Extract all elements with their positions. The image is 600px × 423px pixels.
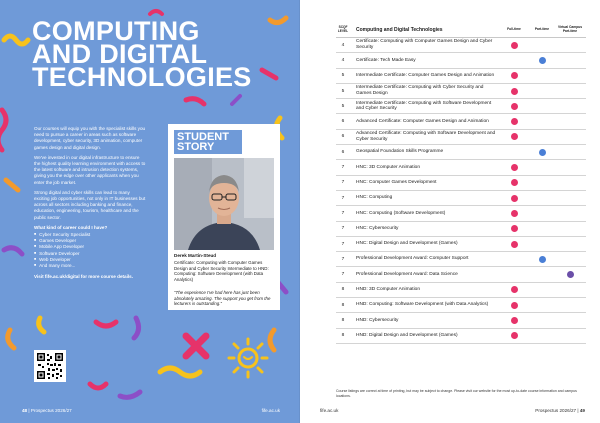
table-row — [336, 53, 586, 68]
full-time-dot — [511, 210, 518, 217]
career-item: ■ Games Developer — [34, 238, 146, 244]
row-scqf-level: 7 — [341, 180, 345, 186]
row-scqf-level: 7 — [341, 272, 345, 278]
row-scqf-level: 7 — [341, 256, 345, 262]
row-course-name: Certificate: Computing with Computer Games Design and Cyber Security — [356, 39, 493, 51]
row-part-cell — [528, 57, 556, 64]
table-row — [336, 252, 586, 267]
full-time-dot — [511, 179, 518, 186]
row-part-cell — [528, 149, 556, 156]
row-part-cell — [528, 256, 556, 263]
row-course-name: HNC: Computing — [356, 195, 393, 201]
full-time-dot — [511, 118, 518, 125]
row-full-cell — [500, 241, 528, 248]
row-full-cell — [500, 210, 528, 217]
full-time-dot — [511, 195, 518, 202]
table-row — [336, 313, 586, 328]
row-full-cell — [500, 332, 528, 339]
row-scqf-level: 6 — [341, 134, 345, 140]
full-time-dot — [511, 286, 518, 293]
table-header — [336, 22, 586, 38]
row-course-name: HND: Cybersecurity — [356, 317, 399, 323]
full-time-dot — [511, 225, 518, 232]
row-full-cell — [500, 302, 528, 309]
table-row — [336, 176, 586, 191]
full-time-dot — [511, 332, 518, 339]
part-time-dot — [539, 57, 546, 64]
full-time-dot — [511, 103, 518, 110]
row-full-cell — [500, 103, 528, 110]
row-course-name: HNC: Computer Games Development — [356, 179, 437, 185]
row-full-cell — [500, 42, 528, 49]
row-scqf-level: 8 — [341, 333, 345, 339]
header-course-name: Computing and Digital Technologies — [356, 26, 443, 33]
right-footer-site[interactable]: fife.ac.uk — [320, 408, 339, 413]
career-item: ■ And many more... — [34, 263, 146, 269]
page-title — [32, 16, 252, 92]
header-virtual-campus: Virtual Campus Part-time — [557, 24, 583, 33]
full-time-dot — [511, 133, 518, 140]
row-scqf-level: 4 — [341, 42, 345, 48]
intro-paragraph: Our courses will equip you with the specialist skills you need to pursue a career in areas such as software development, cyber security, 3D animation, computer games design and digital design. — [34, 126, 146, 150]
table-row — [336, 84, 586, 99]
row-full-cell — [500, 72, 528, 79]
row-course-name: HNC: Computing (Software Development) — [356, 210, 446, 216]
row-course-name: Advanced Certificate: Computing with Software Development and Cyber Security — [356, 131, 496, 142]
title-line-1: COMPUTING — [32, 16, 200, 46]
student-name: Derek Martin-Steud — [174, 253, 217, 258]
row-scqf-level: 8 — [341, 287, 345, 293]
row-course-name: HND: Computing: Software Development (with Data Analytics) — [356, 302, 489, 308]
career-item: ■ Software Developer — [34, 251, 146, 257]
student-story-card — [168, 124, 280, 310]
row-course-name: Certificate: Tech Made Easy — [356, 57, 416, 63]
row-full-cell — [500, 195, 528, 202]
story-title-line: STUDENT — [177, 131, 229, 143]
part-time-dot — [539, 149, 546, 156]
full-time-dot — [511, 164, 518, 171]
right-footer — [320, 408, 585, 413]
table-row — [336, 160, 586, 175]
table-row — [336, 114, 586, 129]
row-scqf-level: 5 — [341, 103, 345, 109]
row-course-name: Intermediate Certificate: Computer Games Design and Animation — [356, 72, 495, 78]
visit-link-text[interactable]: Visit fife.ac.uk/digital for more course details. — [34, 274, 133, 280]
row-course-name: HNC: 3D Computer Animation — [356, 164, 420, 170]
row-course-name: HNC: Digital Design and Development (Games) — [356, 241, 458, 247]
career-item: ■ Cyber Security Specialist — [34, 232, 146, 238]
table-row — [336, 237, 586, 252]
qr-code-icon — [36, 352, 64, 380]
qr-code[interactable] — [34, 350, 66, 382]
left-footer-page: 48 | Prospectus 2026/27 — [22, 408, 72, 413]
row-course-name: Geospatial Foundation Skills Programme — [356, 149, 444, 155]
table-row — [336, 191, 586, 206]
table-row — [336, 38, 586, 53]
row-course-name: Professional Development Award: Computer Support — [356, 256, 469, 262]
row-virtual-cell — [556, 271, 584, 278]
course-table — [336, 22, 586, 344]
header-scqf: SCQF LEVEL — [337, 24, 349, 33]
row-course-name: Professional Development Award: Data Science — [356, 271, 458, 277]
row-scqf-level: 6 — [341, 119, 345, 125]
row-scqf-level: 8 — [341, 317, 345, 323]
full-time-dot — [511, 72, 518, 79]
table-row — [336, 283, 586, 298]
row-course-name: Advanced Certificate: Computer Games Design and Animation — [356, 118, 489, 124]
left-footer-site[interactable]: fife.ac.uk — [261, 408, 280, 413]
part-time-dot — [539, 256, 546, 263]
title-line-3: TECHNOLOGIES — [32, 62, 252, 92]
full-time-dot — [511, 302, 518, 309]
row-scqf-level: 7 — [341, 226, 345, 232]
row-scqf-level: 4 — [341, 57, 345, 63]
row-course-name: HNC: Cybersecurity — [356, 225, 399, 231]
career-list — [34, 232, 146, 269]
right-footer-page: Prospectus 2026/27 | 49 — [535, 408, 585, 413]
table-row — [336, 329, 586, 344]
row-scqf-level: 8 — [341, 302, 345, 308]
student-portrait-icon — [174, 158, 274, 250]
virtual-campus-dot — [567, 271, 574, 278]
table-row — [336, 298, 586, 313]
row-scqf-level: 7 — [341, 165, 345, 171]
row-course-name: HND: 3D Computer Animation — [356, 287, 420, 292]
table-row — [336, 99, 586, 114]
story-title-line: STORY — [177, 141, 215, 153]
row-scqf-level: 7 — [341, 210, 345, 216]
row-full-cell — [500, 225, 528, 232]
row-scqf-level: 7 — [341, 195, 345, 201]
intro-paragraph: We've invested in our digital infrastructure to ensure the highest quality learning environment with access to the latest software and intrusion detection systems, giving you the edge over other applicants when you enter the job market. — [34, 154, 146, 185]
title-line-2: AND DIGITAL — [32, 39, 208, 69]
full-time-dot — [511, 241, 518, 248]
row-course-name: Intermediate Certificate: Computing with Software Development and Cyber Security — [356, 100, 492, 112]
table-body — [336, 38, 586, 344]
student-photo — [174, 158, 274, 250]
row-full-cell — [500, 133, 528, 140]
student-quote: "The experience I've had here has just been absolutely amazing. The support you get from the lecturers is outstanding." — [174, 290, 271, 307]
disclaimer-text: Course listings are correct at time of printing, but may be subject to change. Please visit our website for the most up-to-date course information and campus locations. — [336, 389, 577, 398]
full-time-dot — [511, 42, 518, 49]
career-item: ■ Web Developer — [34, 257, 146, 263]
row-full-cell — [500, 118, 528, 125]
row-course-name: HND: Digital Design and Development (Games) — [356, 332, 458, 338]
intro-paragraph: Strong digital and cyber skills can lead to many exciting job opportunities, not only in IT businesses but across all sectors including banking and finance, education, engineering, tourism, healthcare and the public sector. — [34, 189, 146, 220]
row-full-cell — [500, 286, 528, 293]
row-scqf-level: 6 — [341, 149, 345, 155]
career-item: ■ Mobile App Developer — [34, 244, 146, 250]
student-story-title — [174, 130, 242, 154]
row-scqf-level: 7 — [341, 241, 345, 247]
full-time-dot — [511, 88, 518, 95]
row-full-cell — [500, 164, 528, 171]
row-full-cell — [500, 88, 528, 95]
table-row — [336, 130, 586, 145]
row-full-cell — [500, 179, 528, 186]
full-time-dot — [511, 317, 518, 324]
table-row — [336, 206, 586, 221]
right-page — [300, 0, 600, 423]
student-course: Certificate: Computing with Computer Games Design and Cyber Security Intermediate to HND: Computing: Software Development (with Data Analytics) — [174, 260, 269, 282]
table-row — [336, 145, 586, 160]
table-row — [336, 69, 586, 84]
header-part-time: Part-time — [534, 26, 550, 31]
career-heading: What kind of career could I have? — [34, 224, 108, 230]
table-row — [336, 267, 586, 282]
row-scqf-level: 5 — [341, 88, 345, 94]
left-footer — [22, 408, 280, 413]
row-scqf-level: 5 — [341, 73, 345, 79]
table-row — [336, 222, 586, 237]
row-course-name: Intermediate Certificate: Computing with Cyber Security and Games Design — [356, 85, 484, 97]
header-full-time: Full-time — [507, 26, 521, 31]
intro-text — [34, 126, 146, 280]
row-full-cell — [500, 317, 528, 324]
